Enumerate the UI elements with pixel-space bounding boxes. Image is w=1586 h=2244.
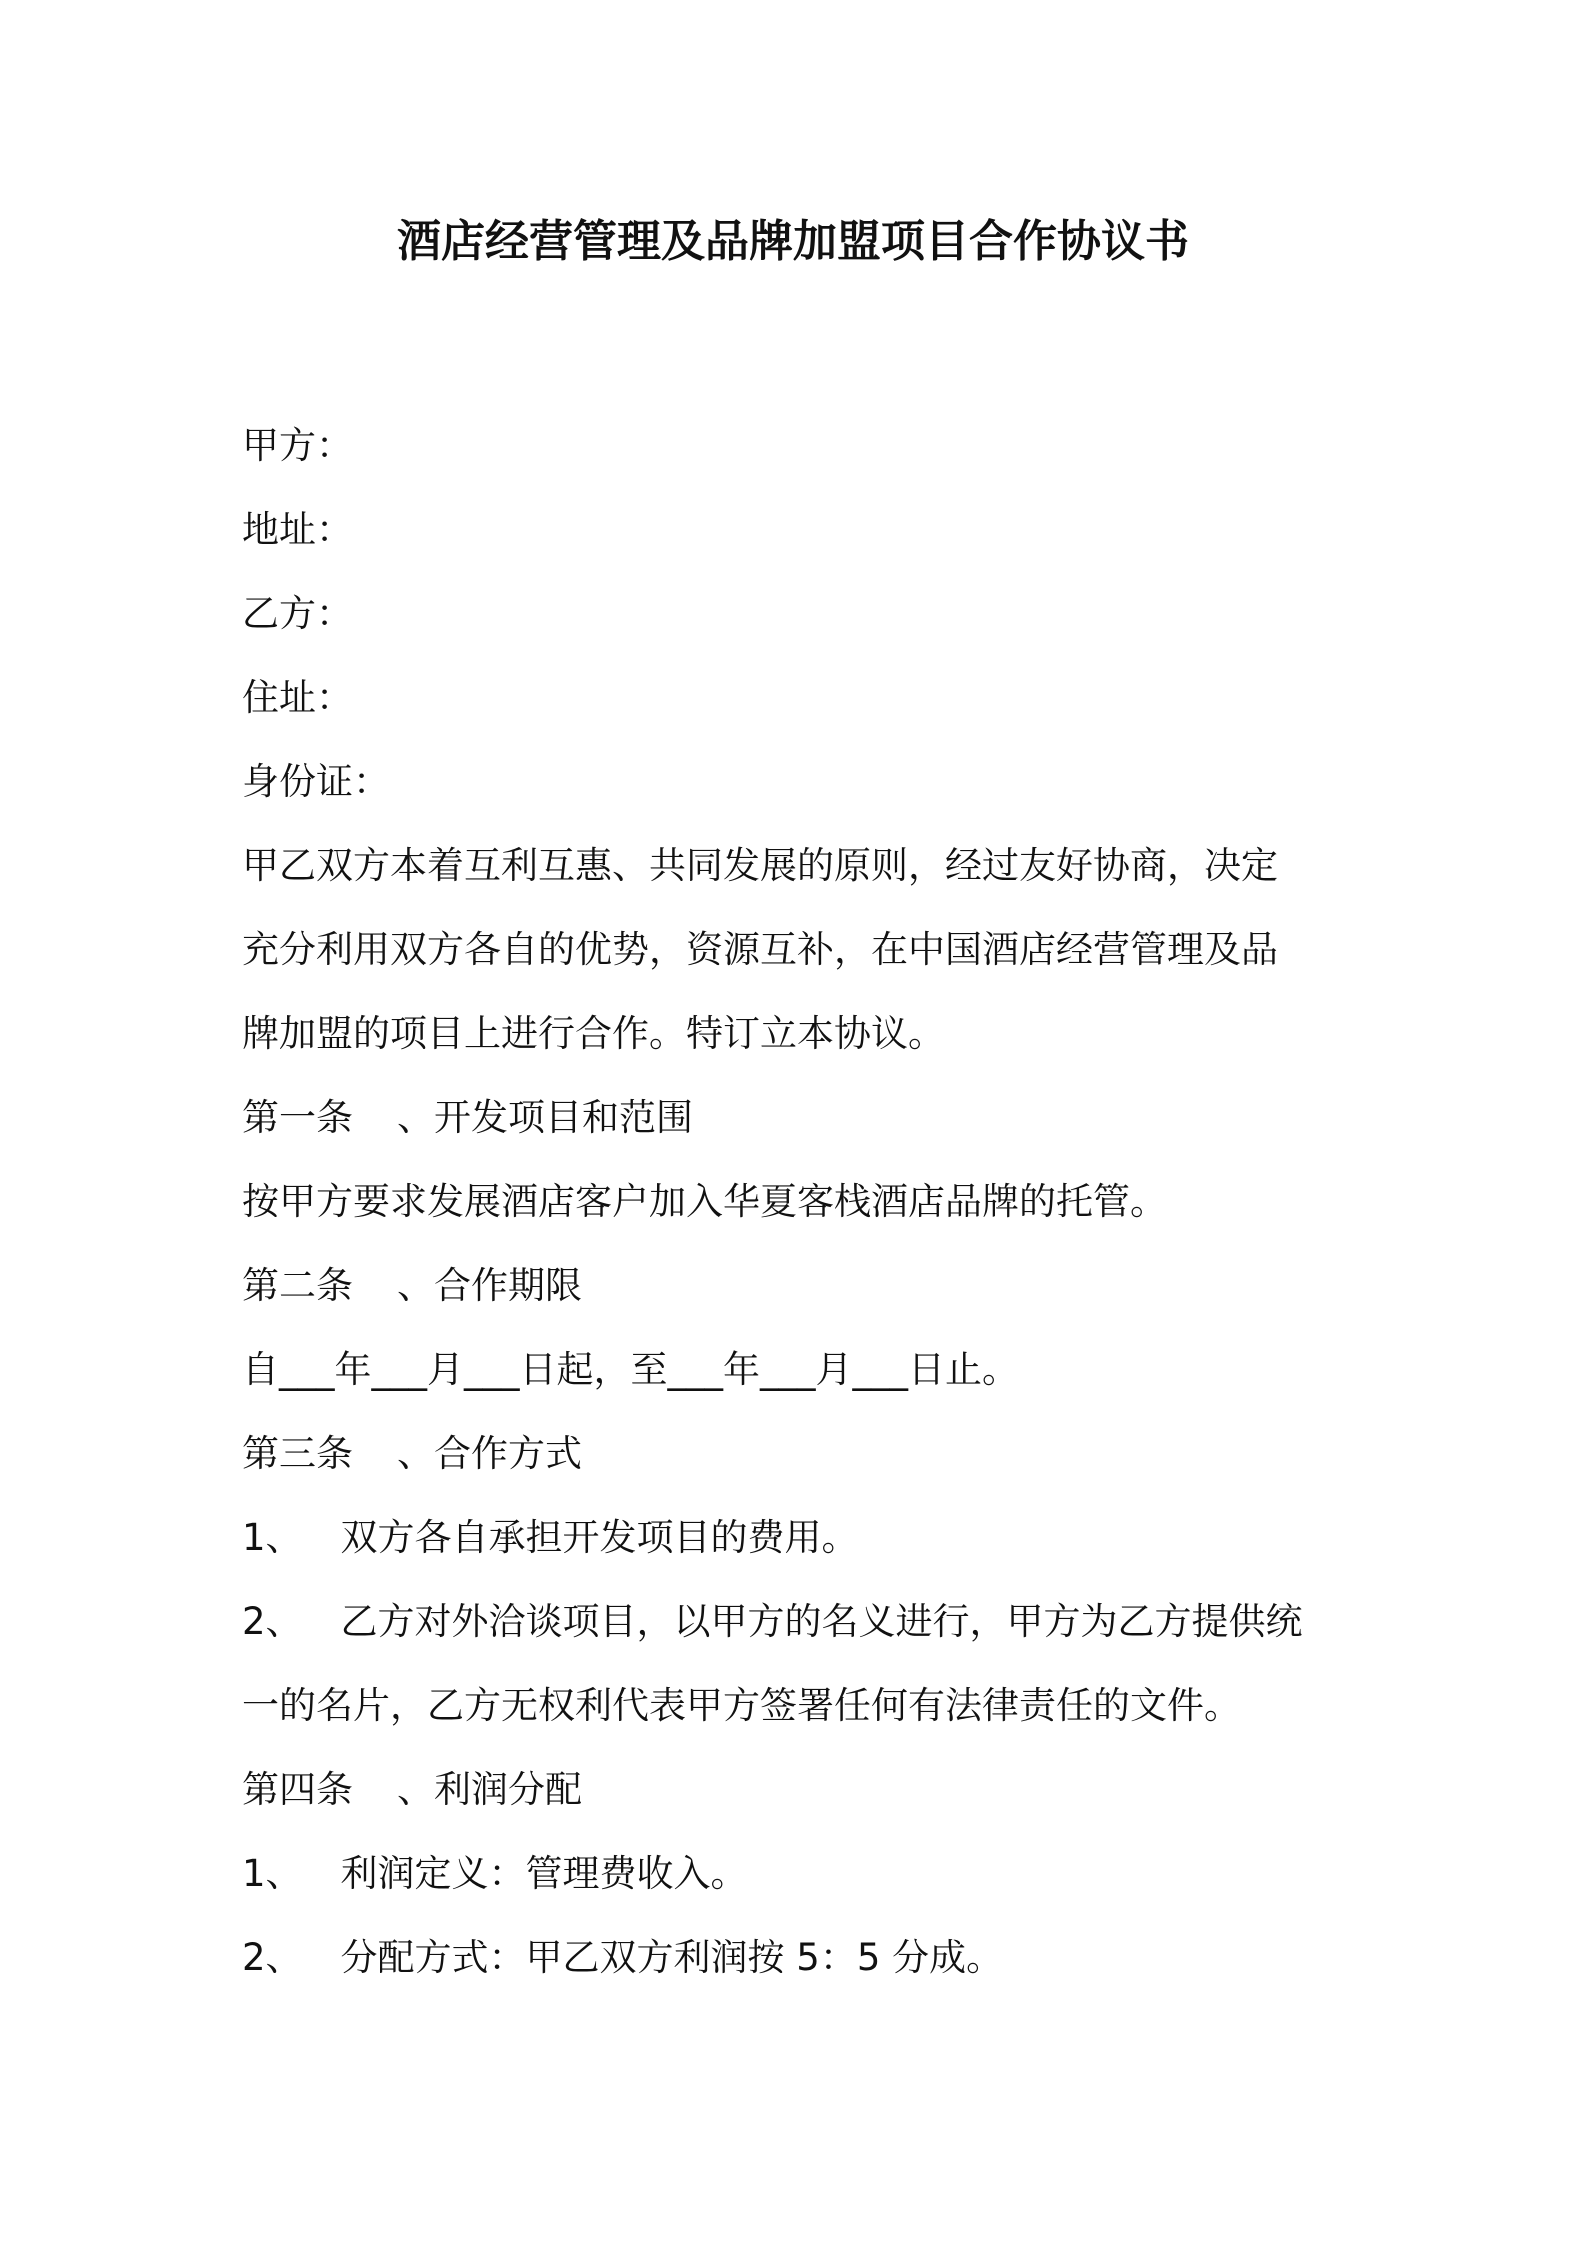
intro-line-3: 牌加盟的项目上进行合作。特订立本协议。 [242,1012,945,1055]
item-number: 2、 [242,1936,303,1979]
article-number: 第三条 [242,1432,353,1475]
party-a-field: 甲方： [242,424,353,467]
article-heading-text: 、开发项目和范围 [397,1096,693,1139]
intro-line-1: 甲乙双方本着互利互惠、共同发展的原则，经过友好协商，决定 [242,844,1278,887]
article-1-heading [242,1076,1362,1160]
article-number: 第二条 [242,1264,353,1307]
article-4-heading [242,1748,1362,1832]
item-number: 2、 [242,1600,303,1643]
article-heading-text: 、合作方式 [397,1432,582,1475]
article-3-item-2 [242,1580,1362,1664]
residence-field: 住址： [242,676,353,719]
article-2-heading [242,1244,1362,1328]
article-4-item-2 [242,1916,1362,2000]
article-3-item-1 [242,1496,1362,1580]
document-body [242,404,1362,2000]
document-title: 酒店经营管理及品牌加盟项目合作协议书 [397,216,1189,267]
address-field: 地址： [242,508,353,551]
item-number: 1、 [242,1516,303,1559]
article-heading-text: 、利润分配 [397,1768,582,1811]
article-1-text: 按甲方要求发展酒店客户加入华夏客栈酒店品牌的托管。 [242,1180,1167,1223]
article-number: 第一条 [242,1096,353,1139]
item-text: 利润定义：管理费收入。 [340,1852,748,1895]
id-card-field: 身份证： [242,760,390,803]
article-heading-text: 、合作期限 [397,1264,582,1307]
item-text: 双方各自承担开发项目的费用。 [340,1516,859,1559]
item-text: 分配方式：甲乙双方利润按 5：5 分成。 [340,1936,1004,1979]
article-3-continuation: 一的名片，乙方无权利代表甲方签署任何有法律责任的文件。 [242,1684,1241,1727]
article-4-item-1 [242,1832,1362,1916]
item-number: 1、 [242,1852,303,1895]
intro-line-2: 充分利用双方各自的优势，资源互补，在中国酒店经营管理及品 [242,928,1278,971]
article-number: 第四条 [242,1768,353,1811]
item-text: 乙方对外洽谈项目，以甲方的名义进行，甲方为乙方提供统 [340,1600,1303,1643]
article-2-text: 自___年___月___日起，至___年___月___日止。 [242,1348,1019,1391]
article-3-heading [242,1412,1362,1496]
party-b-field: 乙方： [242,592,353,635]
